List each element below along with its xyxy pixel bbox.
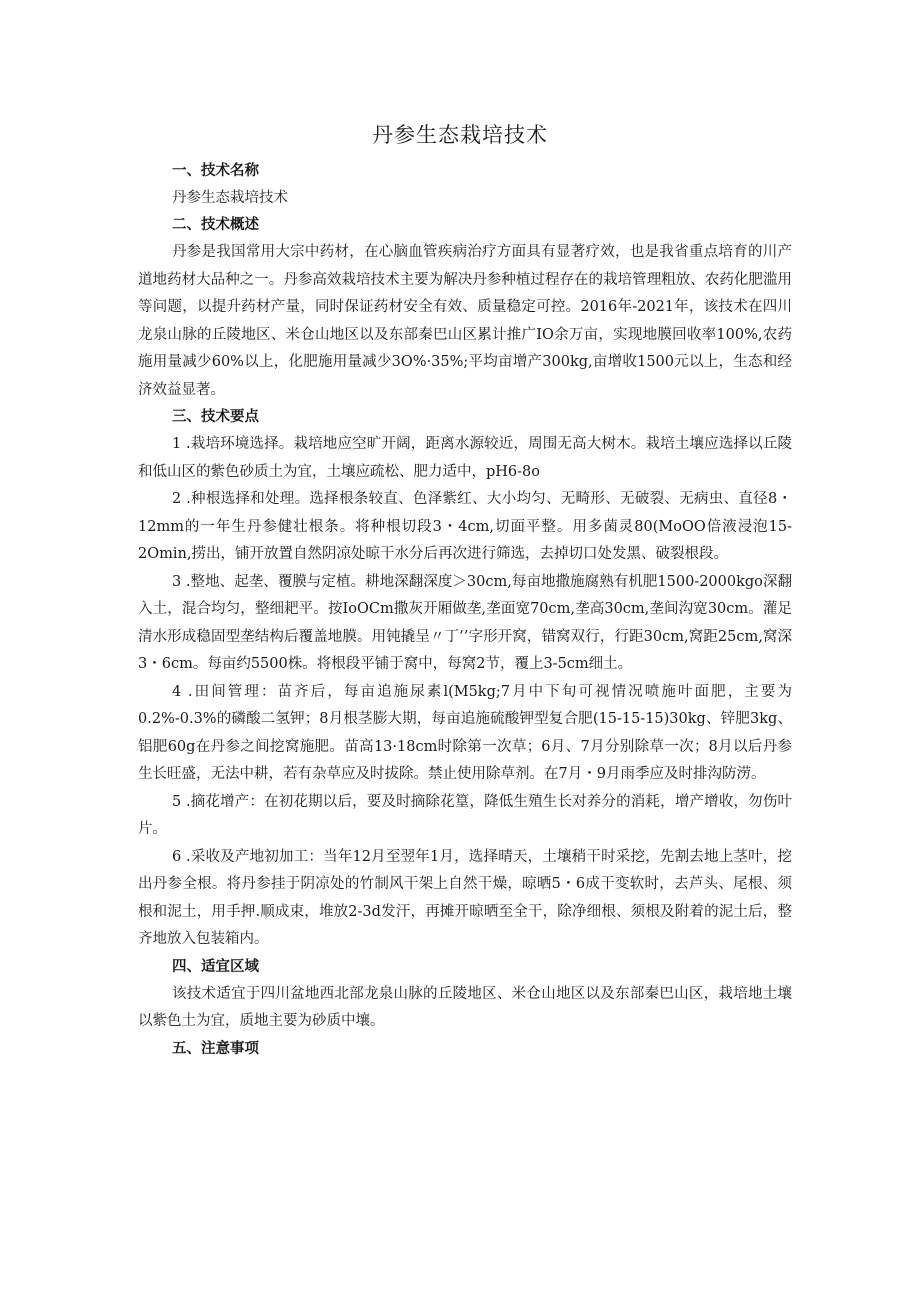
suitable-region-paragraph: 该技术适宜于四川盆地西北部龙泉山脉的丘陵地区、米仓山地区以及东部秦巴山区，栽培地土壤以紫色土为宜，质地主要为砂质中壤。: [138, 985, 792, 1029]
key-point-field-management: 4 .田间管理：苗齐后，每亩追施尿素l(M5kg;7月中下旬可视情况喷施叶面肥，主要为0.2%-0.3%的磷酸二氢钾；8月根茎膨大期，每亩追施硫酸钾型复合肥(15-15-15)30kg、锌肥3kg、铝肥60g在丹参之间挖窝施肥。苗高13·18cm时除第一次草；6月、7月分别除草一次；8月以后丹参生长旺盛，无法中耕，若有杂草应及时拔除。禁止使用除草剂。在7月・9月雨季应及时排沟防涝。: [138, 683, 792, 782]
page-title: 丹参生态栽培技术: [372, 123, 548, 147]
section-heading-technology-name: 一、技术名称: [172, 163, 259, 179]
key-point-tillage: 3 .整地、起垄、覆膜与定植。耕地深翻深度＞30cm,每亩地撒施腐熟有机肥1500-2000kgo深翻入土，混合均匀，整细耙平。按IoOCm撒灰开厢做垄,垄面宽70cm,垄高30cm,垄间沟宽30cm。灌足清水形成稳固型垄结构后覆盖地膜。用钝撬呈〃丁’’字形开窝，错窝双行，行距30cm,窝距25cm,窝深3・6cm。每亩约5500株。将根段平铺于窝中，每窝2节，覆上3-5cm细土。: [138, 573, 792, 672]
key-point-harvest: 6 .采收及产地初加工：当年12月至翌年1月，选择晴天，土壤稍干时采挖，先割去地上茎叶，挖出丹参全根。将丹参挂于阴凉处的竹制风干架上自然干燥，晾晒5・6成干变软时，去芦头、尾根、须根和泥土，用手押.顺成束，堆放2-3d发汗，再摊开晾晒至全干，除净细根、须根及附着的泥土后，整齐地放入包装箱内。: [138, 848, 792, 947]
section-heading-suitable-region: 四、适宜区域: [172, 958, 259, 975]
document-body: [138, 158, 792, 1063]
section-heading-key-points: 三、技术要点: [172, 409, 259, 425]
overview-paragraph: 丹参是我国常用大宗中药材，在心脑血管疾病治疗方面具有显著疗效，也是我省重点培育的川产道地药材大品种之一。丹参高效栽培技术主要为解决丹参种植过程存在的栽培管理粗放、农药化肥滥用等问题，以提升药材产量，同时保证药材安全有效、质量稳定可控。2016年-2021年，该技术在四川龙泉山脉的丘陵地区、米仓山地区以及东部秦巴山区累计推广IO余万亩，实现地膜回收率100%,农药施用量减少60%以上，化肥施用量减少3O%·35%;平均亩增产300kg,亩增收1500元以上，生态和经济效益显著。: [138, 244, 792, 398]
key-point-flower-removal: 5 .摘花增产：在初花期以后，要及时摘除花篁，降低生殖生长对养分的消耗，增产增收，勿伤叶片。: [138, 793, 792, 837]
section-heading-precautions: 五、注意事项: [172, 1040, 259, 1057]
key-point-environment: 1 .栽培环境选择。栽培地应空旷开阔，距离水源较近，周围无高大树木。栽培土壤应选择以丘陵和低山区的紫色砂质土为宜，土壤应疏松、肥力适中，pH6-8o: [138, 436, 792, 480]
section-heading-overview: 二、技术概述: [172, 217, 259, 233]
technology-name-text: 丹参生态栽培技术: [172, 190, 288, 206]
key-point-seed-root: 2 .种根选择和处理。选择根条较直、色泽紫红、大小均匀、无畸形、无破裂、无病虫、直径8・12mm的一年生丹参健壮根条。将种根切段3・4cm,切面平整。用多菌灵80(MoOO倍液浸泡15-2Omin,捞出，铺开放置自然阴凉处晾干水分后再次进行筛选，去掉切口处发黑、破裂根段。: [138, 491, 792, 562]
